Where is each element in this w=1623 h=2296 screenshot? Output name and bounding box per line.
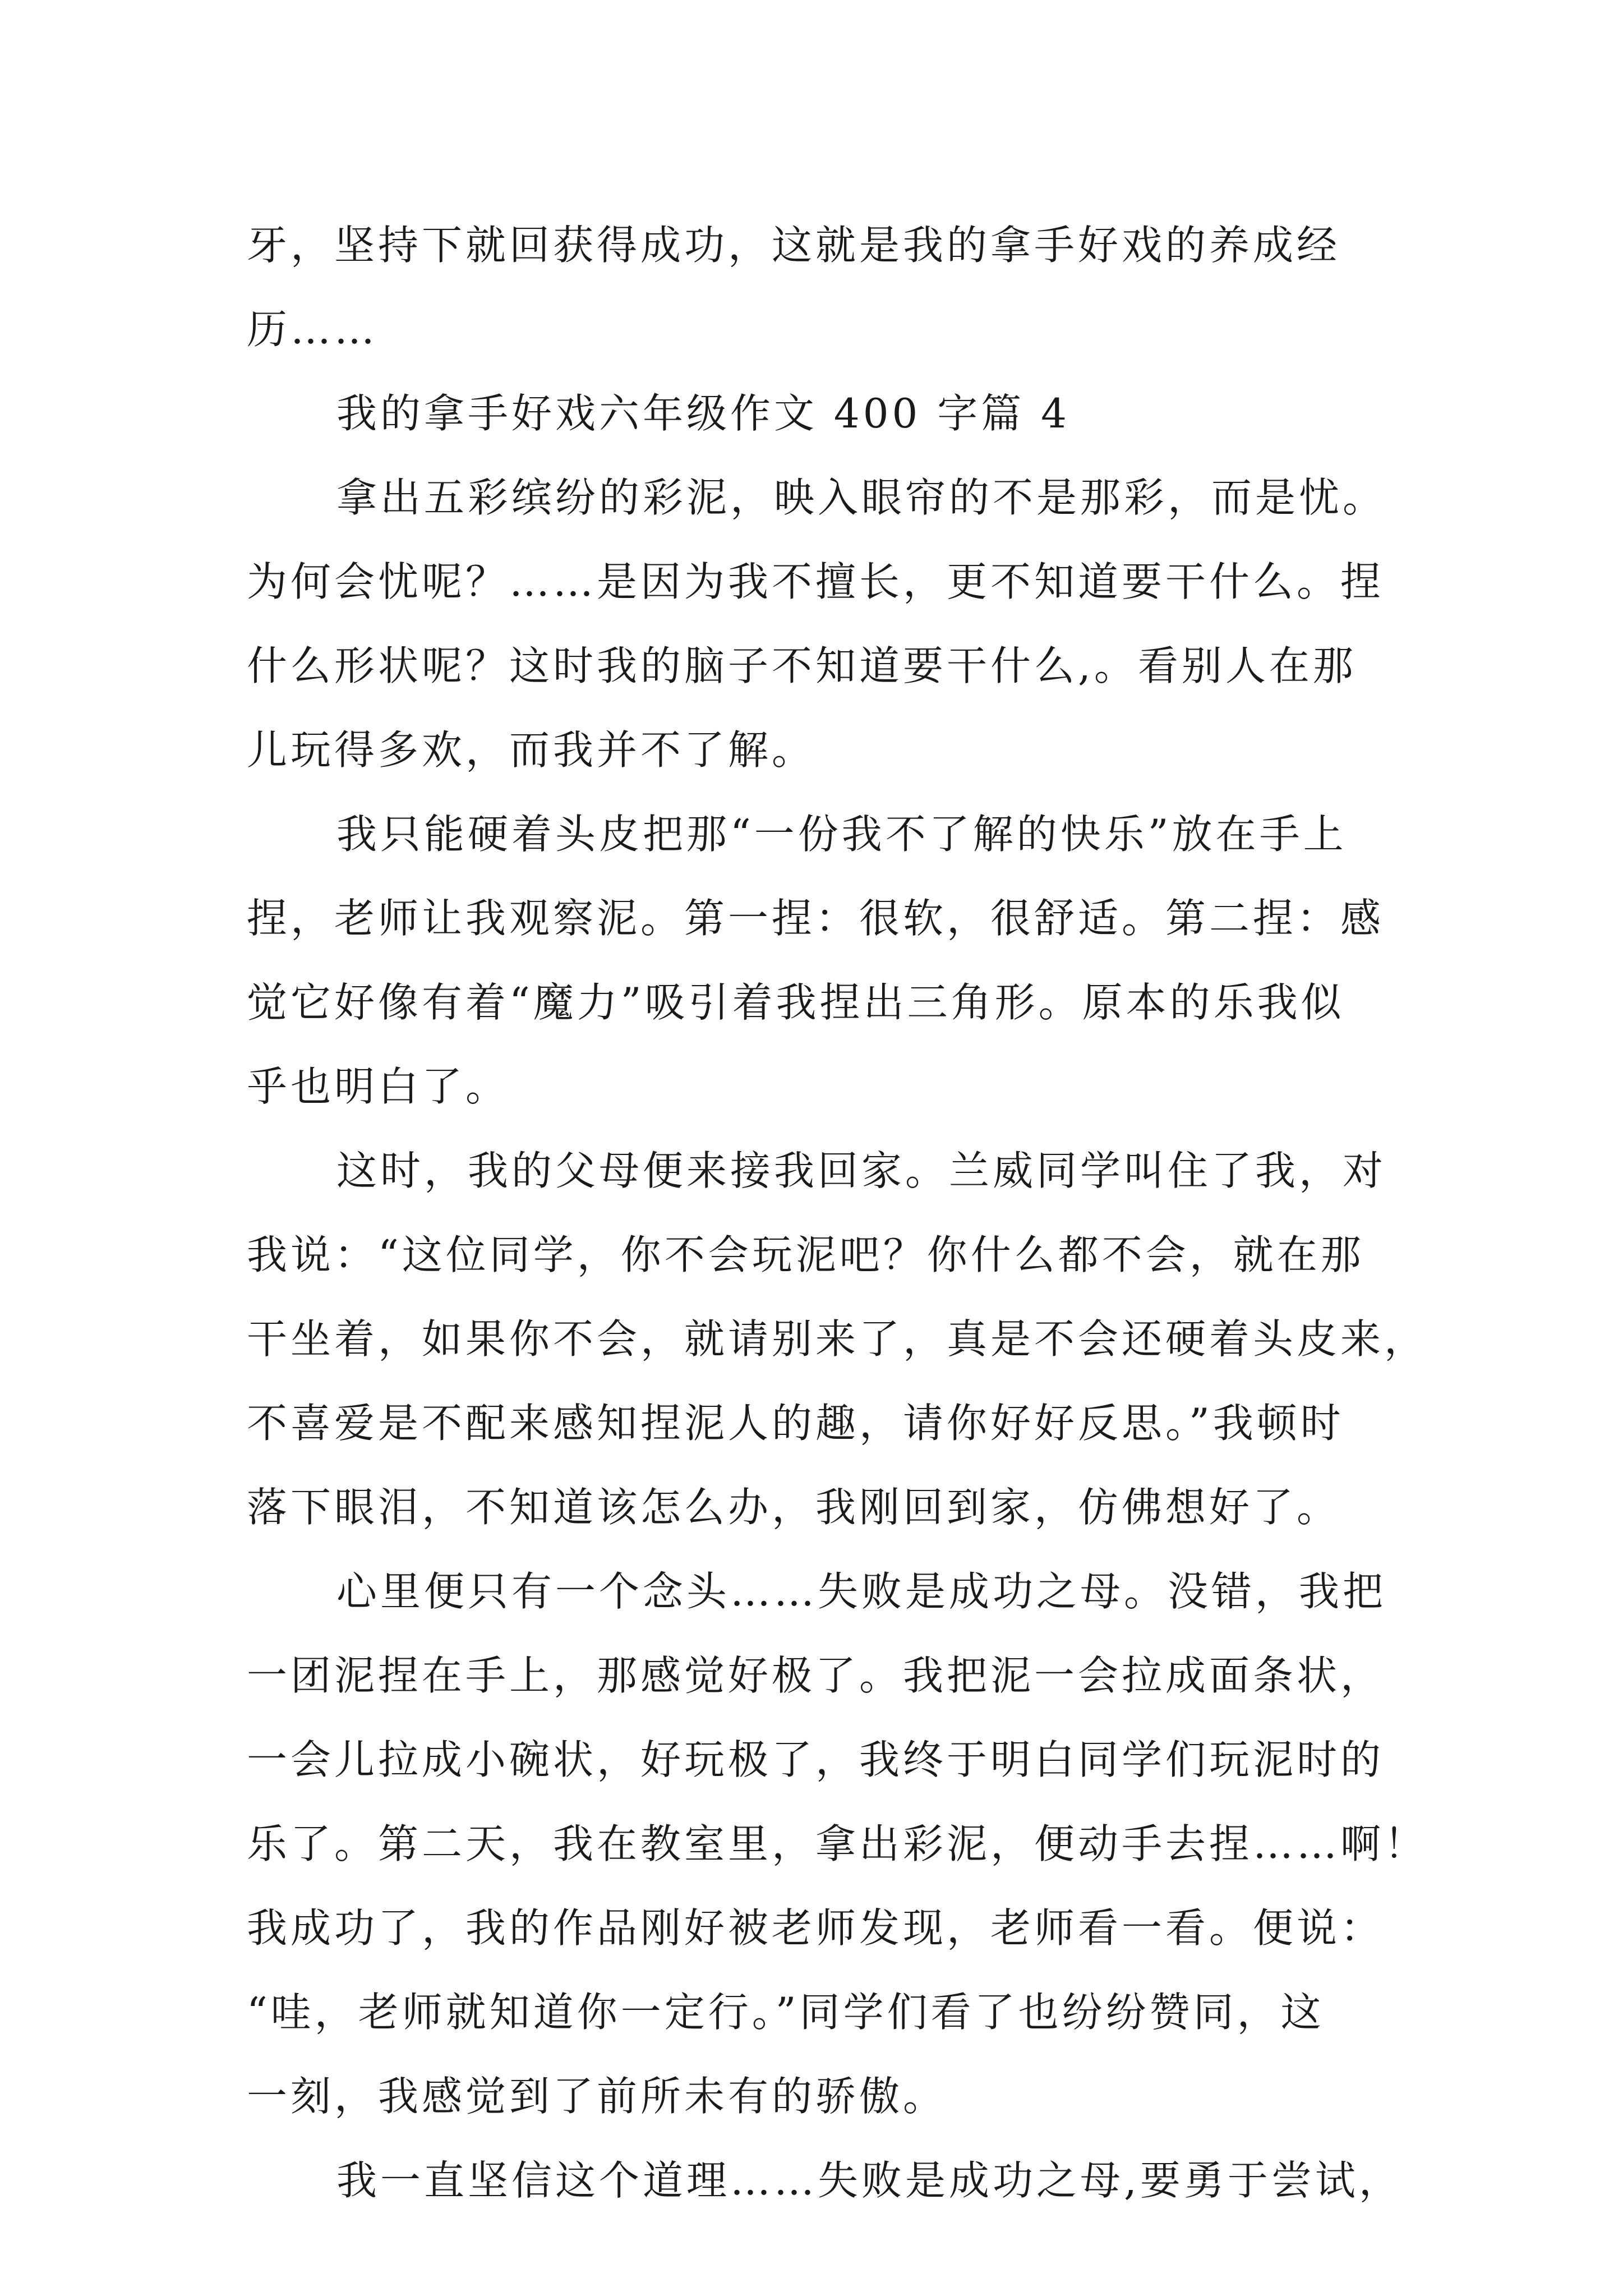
text-line: 捏，老师让我观察泥。第一捏：很软，很舒适。第二捏：感 — [247, 895, 1385, 942]
paragraph-start-line: 这时，我的父母便来接我回家。兰威同学叫住了我，对 — [336, 1147, 1387, 1194]
paragraph-start-line: 拿出五彩缤纷的彩泥，映入眼帘的不是那彩，而是忧。 — [336, 474, 1387, 521]
text-line: 历…… — [247, 306, 379, 353]
text-line: 不喜爱是不配来感知捏泥人的趣，请你好好反思。”我顿时 — [247, 1400, 1344, 1447]
text-line: 一团泥捏在手上，那感觉好极了。我把泥一会拉成面条状， — [247, 1652, 1385, 1699]
text-line: 我成功了，我的作品刚好被老师发现，老师看一看。便说： — [247, 1904, 1385, 1952]
essay-text — [247, 203, 1428, 2223]
paragraph-start-line: 心里便只有一个念头……失败是成功之母。没错，我把 — [336, 1568, 1387, 1615]
text-line: 牙，坚持下就回获得成功，这就是我的拿手好戏的养成经 — [247, 222, 1341, 269]
text-line: 我说：“这位同学，你不会玩泥吧？你什么都不会，就在那 — [247, 1231, 1364, 1278]
text-line: 干坐着，如果你不会，就请别来了，真是不会还硬着头皮来， — [247, 1315, 1428, 1363]
text-line: 一刻，我感觉到了前所未有的骄傲。 — [247, 2073, 947, 2120]
text-line: 一会儿拉成小碗状，好玩极了，我终于明白同学们玩泥时的 — [247, 1736, 1385, 1783]
paragraph-start-line: 我一直坚信这个道理……失败是成功之母,要勇于尝试， — [336, 2157, 1403, 2204]
text-line: 乎也明白了。 — [247, 1063, 510, 1110]
essay-title: 我的拿手好戏六年级作文 400 字篇 4 — [336, 390, 1070, 437]
paragraph-start-line: 我只能硬着头皮把那“一份我不了解的快乐”放在手上 — [336, 811, 1347, 858]
text-line: 儿玩得多欢，而我并不了解。 — [247, 726, 816, 774]
text-line: “哇，老师就知道你一定行。”同学们看了也纷纷赞同，这 — [247, 1989, 1325, 2036]
text-line: 为何会忧呢？……是因为我不擅长，更不知道要干什么。捏 — [247, 558, 1385, 605]
text-line: 落下眼泪，不知道该怎么办，我刚回到家，仿佛想好了。 — [247, 1484, 1341, 1531]
text-line: 觉它好像有着“魔力”吸引着我捏出三角形。原本的乐我似 — [247, 979, 1345, 1026]
text-line: 什么形状呢？这时我的脑子不知道要干什么,。看别人在那 — [247, 642, 1357, 689]
text-line: 乐了。第二天，我在教室里，拿出彩泥，便动手去捏……啊！ — [247, 1820, 1428, 1867]
